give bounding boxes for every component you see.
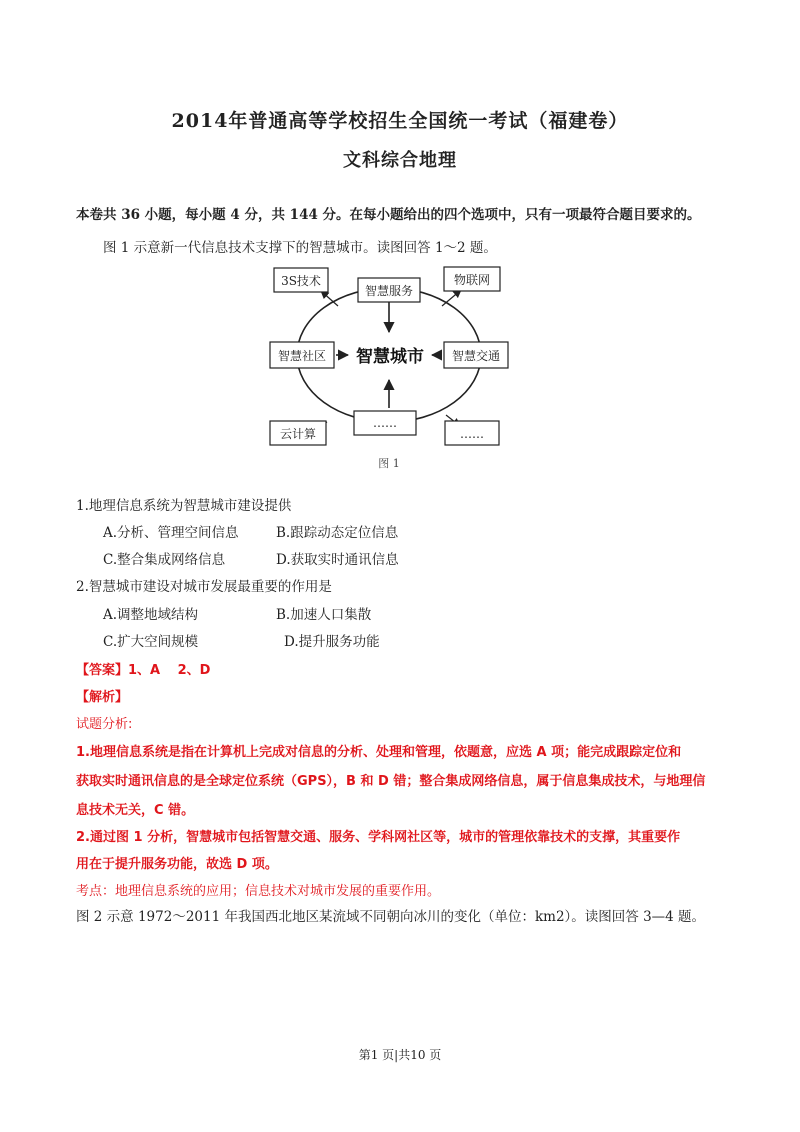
figure1-caption: 图 1 bbox=[378, 457, 400, 470]
question-2-option-b: B.加速人口集散 bbox=[276, 607, 372, 623]
analysis-line: 2.通过图 1 分析，智慧城市包括智慧交通、服务、学科网社区等，城市的管理依靠技术的支撑，其重要作 bbox=[76, 830, 681, 845]
diagram-top-node: 智慧服务 bbox=[364, 284, 414, 298]
question-2-stem: 2.智慧城市建设对城市发展最重要的作用是 bbox=[76, 579, 332, 595]
exam-instructions: 本卷共 36 小题，每小题 4 分，共 144 分。在每小题给出的四个选项中，只有一项最符合题目要求的。 bbox=[76, 207, 701, 223]
question-1-option-d: D.获取实时通讯信息 bbox=[276, 552, 399, 568]
analysis-line: 获取实时通讯信息的是全球定位系统（GPS），B 和 D 错；整合集成网络信息，属于信息集成技术，与地理信 bbox=[76, 774, 706, 789]
document-subtitle: 文科综合地理 bbox=[343, 150, 457, 171]
diagram-corner-3s: 3S技术 bbox=[281, 274, 321, 288]
diagram-right-node: 智慧交通 bbox=[451, 349, 501, 363]
question-1-option-a: A.分析、管理空间信息 bbox=[103, 525, 239, 541]
diagram-left-node: 智慧社区 bbox=[277, 349, 327, 363]
analysis-label: 【解析】 bbox=[76, 690, 129, 705]
diagram-corner-iot: 物联网 bbox=[453, 273, 491, 287]
diagram-bottom-node: …… bbox=[373, 416, 397, 430]
figure2-intro: 图 2 示意 1972～2011 年我国西北地区某流域不同朝向冰川的变化（单位：km2）。读图回答 3—4 题。 bbox=[76, 909, 706, 925]
figure1-intro: 图 1 示意新一代信息技术支撑下的智慧城市。读图回答 1～2 题。 bbox=[103, 240, 497, 256]
analysis-line: 息技术无关，C 错。 bbox=[76, 803, 195, 818]
kaodian-line: 考点：地理信息系统的应用；信息技术对城市发展的重要作用。 bbox=[76, 884, 441, 899]
question-2-option-a: A.调整地域结构 bbox=[103, 607, 199, 623]
diagram-center-label: 智慧城市 bbox=[356, 347, 424, 367]
document-title: 2014年普通高等学校招生全国统一考试（福建卷） bbox=[171, 110, 629, 132]
analysis-line: 用在于提升服务功能，故选 D 项。 bbox=[76, 857, 278, 872]
page-footer: 第1 页|共10 页 bbox=[358, 1048, 442, 1062]
smart-city-diagram bbox=[262, 260, 522, 475]
question-2-option-d: D.提升服务功能 bbox=[284, 634, 380, 650]
question-1-stem: 1.地理信息系统为智慧城市建设提供 bbox=[76, 498, 292, 514]
diagram-corner-cloud: 云计算 bbox=[279, 427, 317, 441]
question-2-option-c: C.扩大空间规模 bbox=[103, 634, 199, 650]
question-1-option-c: C.整合集成网络信息 bbox=[103, 552, 226, 568]
diagram-corner-other: …… bbox=[460, 427, 484, 441]
answer-line: 【答案】1、A 2、D bbox=[76, 663, 211, 678]
analysis-title: 试题分析: bbox=[76, 717, 133, 732]
question-1-option-b: B.跟踪动态定位信息 bbox=[276, 525, 399, 541]
analysis-line: 1.地理信息系统是指在计算机上完成对信息的分析、处理和管理，依题意，应选 A 项；能完成跟踪定位和 bbox=[76, 745, 682, 760]
